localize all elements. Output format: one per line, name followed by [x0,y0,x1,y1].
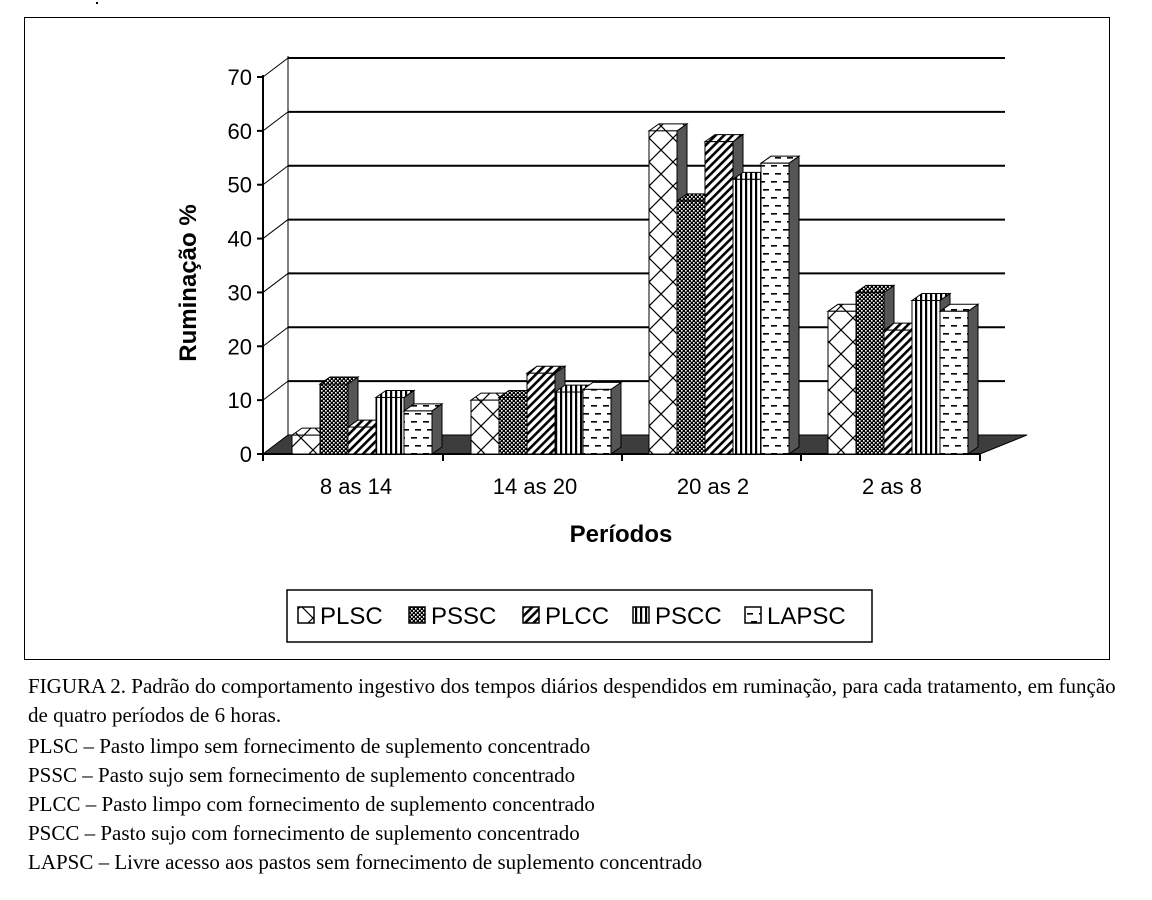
x-tick-label: 20 as 2 [676,474,750,499]
caption-definition-plcc: PLCC – Pasto limpo com fornecimento de suplemento concentrado [28,792,595,816]
legend-swatch [633,607,649,623]
legend-label: PSCC [655,603,722,630]
y-tick-label: 40 [227,226,252,252]
figure-frame [24,17,1110,660]
y-tick-label: 50 [227,172,252,198]
caption-title: FIGURA 2. Padrão do comportamento ingestivo dos tempos diários despendidos em ruminação, para cada tratamento, em função de quatro períodos de 6 horas. [28,674,1116,727]
x-tick-label: 14 as 20 [492,474,578,499]
legend-label: LAPSC [767,603,846,630]
caption-definition-pssc: PSSC – Pasto sujo sem fornecimento de suplemento concentrado [28,763,576,787]
bar [583,382,621,454]
grid-line-side [263,220,288,239]
legend-swatch [409,607,425,623]
legend-label: PLSC [320,603,383,630]
caption-definition-lapsc: LAPSC – Livre acesso aos pastos sem fornecimento de suplemento concentrado [28,850,703,874]
y-axis-title: Ruminação % [175,204,202,362]
y-tick-label: 20 [227,334,252,360]
y-tick-label: 70 [227,65,252,90]
grid-line-side [263,327,288,346]
grid-line-side [263,273,288,292]
bar [940,304,978,454]
y-tick-label: 30 [227,280,252,306]
legend [287,590,872,642]
y-tick-label: 60 [227,118,252,144]
bars [292,124,978,454]
x-tick-label: 2 as 8 [862,474,922,499]
caption-definition-plsc: PLSC – Pasto limpo sem fornecimento de suplemento concentrado [28,734,591,758]
x-tick-label: 8 as 14 [319,474,393,499]
bar [404,404,442,454]
bar-chart [25,18,1111,661]
x-axis-title: Períodos [569,521,673,548]
grid-line-side [263,381,288,400]
stray-dot [96,2,98,4]
legend-swatch [745,607,761,623]
bar [761,156,799,454]
grid-line-side [263,112,288,131]
legend-swatch [298,607,314,623]
grid-line-side [263,58,288,77]
y-tick-label: 0 [239,442,252,467]
legend-label: PLCC [545,603,610,630]
grid-line-side [263,166,288,185]
figure-caption [28,672,1128,877]
caption-definition-pscc: PSCC – Pasto sujo com fornecimento de suplemento concentrado [28,821,580,845]
legend-label: PSSC [431,603,497,630]
y-tick-label: 10 [227,388,252,414]
legend-swatch [523,607,539,623]
